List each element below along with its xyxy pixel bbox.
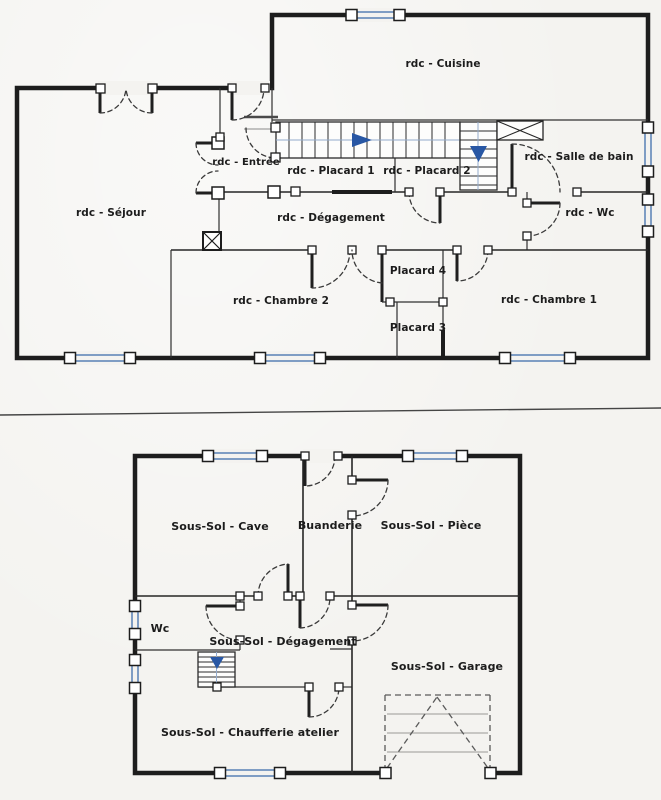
rdc-staircase-vertical-run: [460, 122, 497, 190]
room-label-ss-piece: Sous-Sol - Pièce: [380, 519, 482, 532]
room-label-rdc-chambre2: rdc - Chambre 2: [232, 295, 330, 307]
room-label-rdc-placard4: Placard 4: [389, 265, 447, 277]
sous-sol-plan: [128, 449, 520, 780]
sous-sol-room-labels: [151, 519, 504, 739]
room-label-ss-chaufferie: Sous-Sol - Chaufferie atelier: [160, 726, 340, 739]
rdc-flue-symbol-kitchen: [497, 121, 543, 140]
room-label-ss-degagement: Sous-Sol - Dégagement: [209, 635, 357, 648]
room-label-rdc-cuisine: rdc - Cuisine: [405, 58, 481, 70]
room-label-ss-garage: Sous-Sol - Garage: [390, 660, 504, 673]
room-label-rdc-placard3: Placard 3: [389, 322, 447, 334]
room-label-ss-buanderie: Buanderie: [297, 519, 363, 532]
room-label-rdc-placard2: rdc - Placard 2: [383, 165, 471, 177]
garage-door-symbol: [380, 695, 496, 779]
room-label-rdc-entree: rdc - Entrée: [212, 157, 280, 168]
room-label-ss-cave: Sous-Sol - Cave: [171, 520, 269, 533]
rdc-room-labels: [76, 58, 634, 334]
room-label-rdc-salle-de-bain: rdc - Salle de bain: [524, 151, 634, 163]
rdc-staircase-horizontal-run: [276, 122, 460, 158]
sous-sol-staircase: [198, 652, 235, 687]
room-label-rdc-placard1: rdc - Placard 1: [287, 165, 375, 177]
rdc-plan: [17, 8, 655, 365]
room-label-rdc-wc: rdc - Wc: [565, 207, 615, 219]
rdc-exterior-wall: [17, 15, 648, 358]
room-label-rdc-chambre1: rdc - Chambre 1: [500, 294, 598, 306]
rdc-doors: [96, 84, 581, 306]
plan-divider-line: [0, 408, 661, 415]
rdc-flue-symbol-sejour: [203, 232, 221, 250]
room-label-ss-wc: Wc: [150, 622, 170, 635]
room-label-rdc-sejour: rdc - Séjour: [76, 207, 146, 219]
room-label-rdc-degagement: rdc - Dégagement: [277, 212, 385, 224]
rdc-exterior-openings: [67, 8, 655, 365]
rdc-windows: [65, 10, 654, 364]
